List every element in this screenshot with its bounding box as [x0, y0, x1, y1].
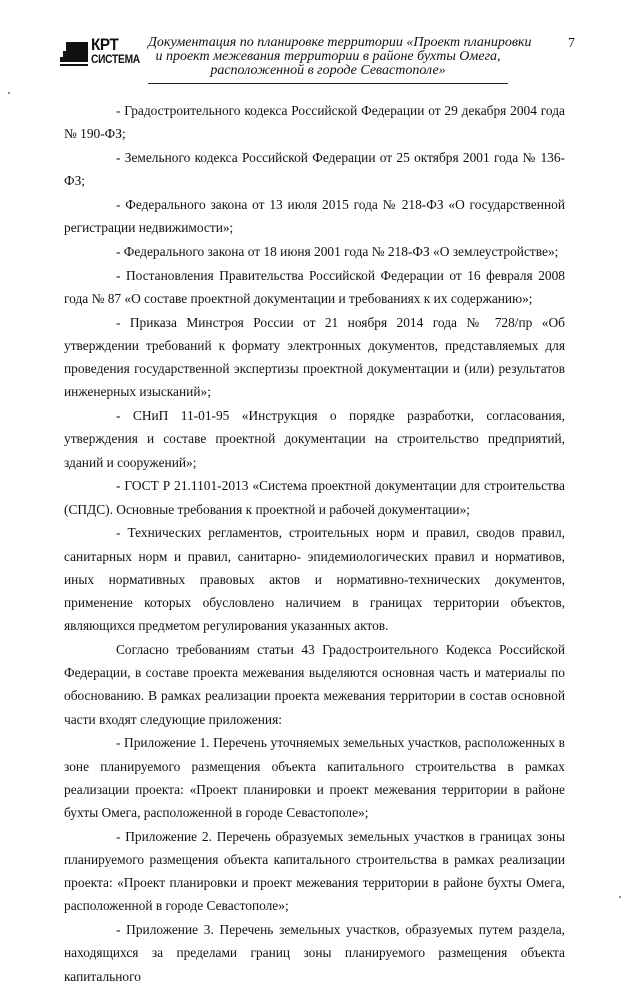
- header-title-line: расположенной в городе Севастополе»: [210, 63, 446, 78]
- paragraph: - Приложение 1. Перечень уточняемых земельных участков, расположенных в зоне планируемого размещения объекта капитального строительства в рамках реализации проекта: «Проект планировки и проект межевания территории в районе бухты Омега, расположенной в городе Севастополе»;: [64, 735, 565, 821]
- company-logo: [60, 36, 140, 72]
- header-title-line: Документация по планировке территории «Проект планировки: [148, 35, 532, 50]
- paragraph: - Приказа Минстроя России от 21 ноября 2014 года № 728/пр «Об утверждении требований к формату электронных документов, представляемых для проведения государственной экспертизы проектной документации и (или) результатов инженерных изысканий»;: [64, 314, 565, 400]
- paragraph: - Земельного кодекса Российской Федерации от 25 октября 2001 года № 136-ФЗ;: [64, 150, 565, 189]
- paragraph: - Федерального закона от 18 июня 2001 года № 218-ФЗ «О землеустройстве»;: [116, 244, 559, 259]
- scan-speck: [8, 92, 10, 94]
- paragraph: - ГОСТ Р 21.1101-2013 «Система проектной документации для строительства (СПДС). Основные требования к проектной и рабочей документации»;: [64, 478, 565, 517]
- logo-text-krt: КРТ: [91, 35, 119, 54]
- paragraph: - Постановления Правительства Российской Федерации от 16 февраля 2008 года № 87 «О составе проектной документации и требованиях к их содержанию»;: [64, 267, 565, 306]
- document-header-title: [148, 35, 532, 78]
- header-divider: [148, 83, 508, 84]
- paragraph: - СНиП 11-01-95 «Инструкция о порядке разработки, согласования, утверждения и составе проектной документации на строительство предприятий, зданий и сооружений»;: [64, 408, 565, 470]
- paragraph: - Приложение 2. Перечень образуемых земельных участков в границах зоны планируемого размещения объекта капитального строительства в рамках реализации проекта: «Проект планировки и проект межевания территории в районе бухты Омега, расположенной в городе Севастополе»;: [64, 828, 565, 914]
- header-title-line: и проект межевания территории в районе бухты Омега,: [155, 49, 501, 64]
- logo-mark-icon: [60, 38, 90, 66]
- paragraph: - Федерального закона от 13 июля 2015 года № 218-ФЗ «О государственной регистрации недвижимости»;: [64, 197, 565, 236]
- document-body: [64, 99, 565, 988]
- paragraph: Согласно требованиям статьи 43 Градостроительного Кодекса Российской Федерации, в составе проекта межевания выделяются основная часть и материалы по обоснованию. В рамках реализации проекта межевания территории в состав основной части входят следующие приложения:: [64, 642, 565, 727]
- page-number: 7: [568, 36, 575, 51]
- logo-text-sistema: СИСТЕМА: [91, 52, 140, 66]
- paragraph: - Градостроительного кодекса Российской Федерации от 29 декабря 2004 года № 190-ФЗ;: [64, 103, 565, 142]
- paragraph: - Технических регламентов, строительных норм и правил, сводов правил, санитарных норм и правил, санитарно- эпидемиологических правил и нормативов, иных нормативных правовых актов и нормативно-технических документов, применение которых обусловлено наличием в границах территории объектов, являющихся предметом регулирования указанных актов.: [64, 525, 565, 634]
- scan-speck: [619, 896, 621, 898]
- paragraph: - Приложение 3. Перечень земельных участков, образуемых путем раздела, находящихся за пределами границ зоны планируемого размещения объекта капитального: [64, 922, 565, 984]
